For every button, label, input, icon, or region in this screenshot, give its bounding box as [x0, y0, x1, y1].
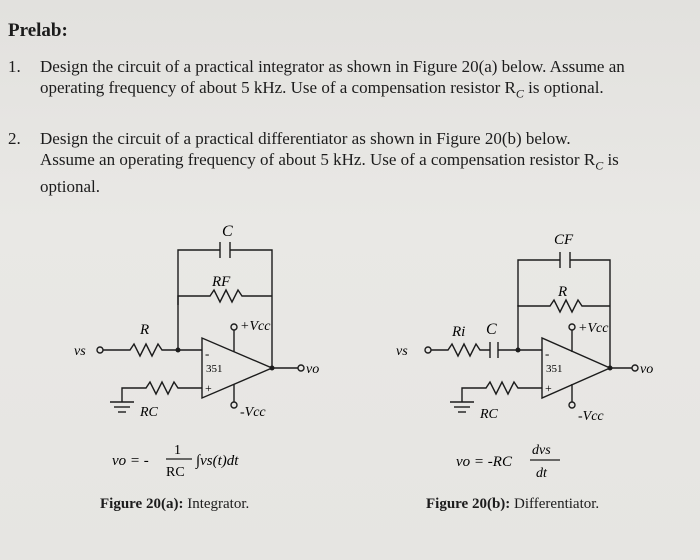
question-number: 2.: [8, 129, 21, 148]
r-label: R: [558, 284, 568, 300]
minus-sign: -: [205, 346, 210, 361]
question-text: [40, 56, 625, 104]
rf-label: RF: [212, 274, 231, 290]
question-number: 1.: [8, 57, 21, 76]
capacitor-label: C: [486, 321, 497, 338]
question-line: operating frequency of about 5 kHz. Use of a compensation resistor $R_C$ is optional.: [40, 78, 604, 101]
formula-denominator: RC: [166, 465, 185, 480]
integrator-circuit: [60, 220, 340, 490]
prelab-title: Prelab:: [8, 20, 68, 41]
minus-sign: -: [545, 346, 550, 361]
capacitor-label: C: [222, 223, 233, 240]
vcc-neg-label: -Vcc: [578, 409, 604, 424]
r-label: R: [140, 322, 150, 338]
plus-sign: +: [205, 381, 212, 395]
formula-lhs: vo = -: [112, 453, 149, 469]
rc-label: RC: [140, 405, 158, 420]
plus-sign: +: [545, 381, 552, 395]
opamp-label: 351: [206, 363, 223, 375]
cf-label: CF: [554, 232, 574, 248]
vo-label: vo: [640, 362, 654, 377]
differentiator-circuit: [396, 220, 690, 490]
question-line: Design the circuit of a practical differentiator as shown in Figure 20(b) below.: [40, 129, 571, 148]
vo-label: vo: [306, 362, 320, 377]
vcc-pos-label: +Vcc: [578, 321, 609, 336]
formula-denominator: dt: [536, 466, 547, 481]
figure-b-caption: Figure 20(b): Differentiator.: [426, 496, 600, 512]
formula-lhs: vo = -RC: [456, 454, 512, 470]
formula-integral: ∫vs(t)dt: [196, 453, 239, 469]
opamp-label: 351: [546, 363, 563, 375]
question-text: [40, 128, 619, 197]
vcc-neg-label: -Vcc: [240, 405, 266, 420]
ri-label: Ri: [452, 324, 466, 340]
formula-numerator: dvs: [532, 443, 551, 458]
vcc-pos-label: +Vcc: [240, 319, 271, 334]
figure-a-caption: Figure 20(a): Integrator.: [100, 496, 250, 512]
rc-label: RC: [480, 407, 498, 422]
vs-label: vs: [396, 344, 408, 359]
formula-numerator: 1: [174, 443, 181, 458]
vs-label: vs: [74, 344, 86, 359]
question-line: Assume an operating frequency of about 5 kHz. Use of a compensation resistor $R_C$ is: [40, 150, 619, 173]
question-line: Design the circuit of a practical integrator as shown in Figure 20(a) below. Assume an: [40, 57, 625, 76]
question-line: optional.: [40, 177, 100, 197]
